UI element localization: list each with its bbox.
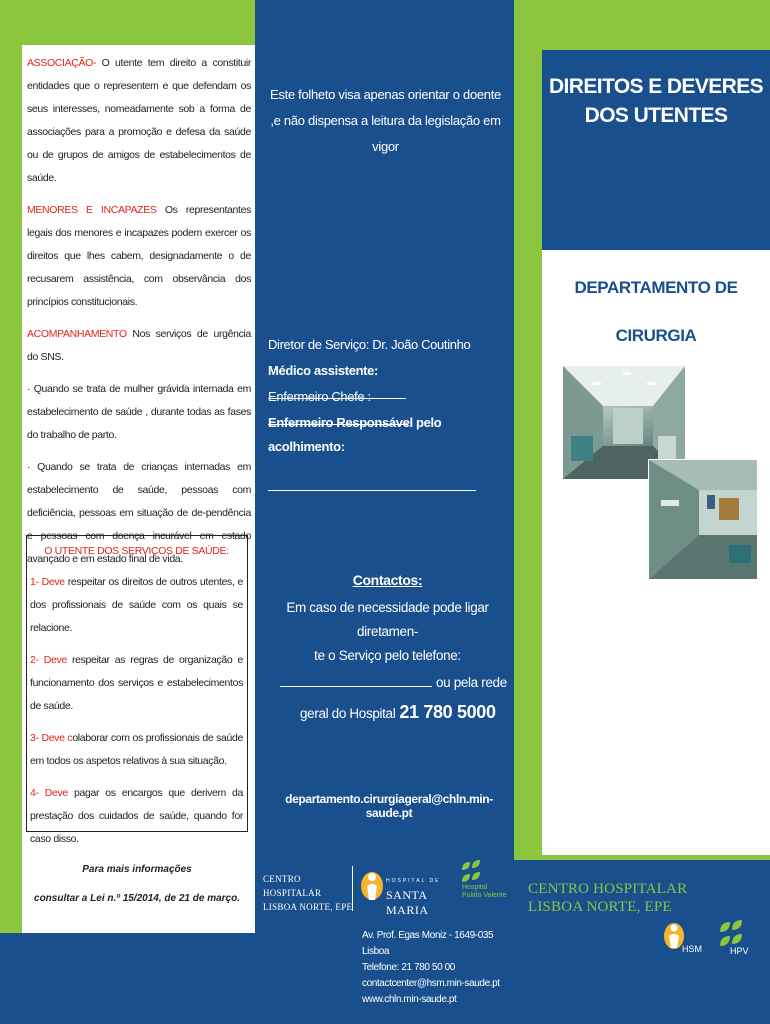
hospital-address xyxy=(362,928,522,1008)
address-line-3[interactable]: contactcenter@hsm.min-saude.pt xyxy=(362,978,500,989)
duty-item-3 xyxy=(30,727,243,773)
hpv-small-line-1: Hospital xyxy=(462,884,488,891)
hospital-network-text: geral do Hospital xyxy=(300,706,396,721)
duties-title: O UTENTE DOS SERVIÇOS DE SAÚDE: xyxy=(44,545,229,557)
hsm-small-bottom: SANTA MARIA xyxy=(386,888,429,917)
duty-text: olaborar com os profissionais de saúde em todos os aspetos relativos à sua situação. xyxy=(30,732,243,767)
logo-divider xyxy=(352,866,353,911)
disclaimer-text: Este folheto visa apenas orientar o doente ,e não dispensa a leitura da legislação em vigor xyxy=(270,87,501,154)
hpv-leaf-icon xyxy=(460,860,484,886)
chln-small-line-1: CENTRO HOSPITALAR xyxy=(263,874,322,898)
title-line-1: DIREITOS E DEVERES xyxy=(548,75,764,98)
duty-text: pagar os encargos que derivem da prestação dos cuidados de saúde, quando for caso disso. xyxy=(30,787,243,845)
minors-heading: MENORES E INCAPAZES xyxy=(27,204,157,216)
duty-prefix: 2- Deve xyxy=(30,654,67,666)
more-info xyxy=(26,855,248,913)
head-nurse-label: Enfermeiro Chefe : xyxy=(268,389,371,404)
hospital-phone-number: 21 780 5000 xyxy=(399,702,496,722)
service-phone-blank xyxy=(280,673,432,687)
duty-item-1 xyxy=(30,571,243,640)
department-name xyxy=(542,276,770,348)
contacts-title: Contactos: xyxy=(352,572,423,588)
hpv-small-text xyxy=(462,884,507,900)
director-line: Diretor de Serviço: Dr. João Coutinho xyxy=(268,337,471,352)
chln-big-line-2: LISBOA NORTE, EPE xyxy=(528,899,672,915)
title-line-2: DOS UTENTES xyxy=(584,104,728,127)
rights-text-block xyxy=(27,52,251,580)
duty-prefix: 3- Deve c xyxy=(30,732,73,744)
reception-nurse-line: Enfermeiro Responsável pelo acolhimento: xyxy=(268,415,442,454)
contacts-block xyxy=(265,572,510,668)
children-bullet: · Quando se trata de crianças internadas em estabelecimento de saúde, pessoas com deficiência, pessoas em situação de de-pendência e pessoas com doença incurável em estado avançado e em estado final de vida. xyxy=(27,461,251,565)
department-email[interactable]: departamento.cirurgiageral@chln.min-saude.pt xyxy=(285,792,493,820)
hsm-icon xyxy=(662,918,702,962)
doctor-label: Médico assistente: xyxy=(268,363,379,378)
minors-paragraph xyxy=(27,199,251,314)
chln-big-line-1: CENTRO HOSPITALAR xyxy=(528,881,688,897)
minors-text: Os representantes legais dos menores e incapazes podem exercer os direitos que lhes cabem, designadamente o de recusarem assistência, com observância dos princípios constitucionais. xyxy=(27,204,252,308)
more-info-title: Para mais informações xyxy=(82,864,192,875)
contacts-line-1: Em caso de necessidade pode ligar diretamen- xyxy=(286,600,489,639)
hsm-small-logo xyxy=(360,862,455,917)
address-line-4[interactable]: www.chln.min-saude.pt xyxy=(362,994,457,1005)
association-heading: ASSOCIAÇÃO- xyxy=(27,57,97,69)
pregnant-bullet: · Quando se trata de mulher grávida internada em estabelecimento de saúde , durante todas as fases do trabalho de parto. xyxy=(27,383,251,441)
duty-prefix: 1- Deve xyxy=(30,576,65,588)
contacts-line-2: te o Serviço pelo telefone: xyxy=(314,648,461,663)
hospital-room-photo xyxy=(648,459,758,580)
hospital-phone-row xyxy=(300,702,510,723)
association-text: O utente tem direito a constituir entidades que o representem e que defendam os seus interesses, nomeadamente sob a forma de associações para a promoção e defesa da saúde ou de grupos de amigos de estabelecimentos de saúde. xyxy=(27,57,251,184)
accompaniment-text: Nos serviços de urgência do SNS. xyxy=(27,328,251,363)
service-phone-row xyxy=(280,673,510,690)
address-line-1: Av. Prof. Egas Moniz - 1649-035 Lisboa xyxy=(362,930,494,957)
accompaniment-paragraph xyxy=(27,323,251,369)
or-network-text: ou pela rede xyxy=(436,675,507,690)
doctor-line xyxy=(268,359,508,383)
department-line-1: DEPARTAMENTO DE xyxy=(574,278,738,297)
hsm-logo-icon xyxy=(662,918,702,962)
hsm-icon-label: HSM xyxy=(682,944,702,954)
staff-list xyxy=(268,333,508,454)
duty-item-4 xyxy=(30,782,243,851)
hpv-small-line-2: Pulido Valente xyxy=(462,892,507,899)
leaflet-title xyxy=(542,72,770,130)
hospital-room-photo-drawing xyxy=(649,460,757,579)
hpv-small-logo xyxy=(460,860,515,900)
accompaniment-heading: ACOMPANHAMENTO xyxy=(27,328,127,340)
reception-nurse-blank xyxy=(268,490,476,491)
department-line-2: CIRURGIA xyxy=(615,326,697,345)
hsm-small-top: HOSPITAL DE xyxy=(386,878,441,884)
hpv-icon xyxy=(716,918,756,962)
chln-small-line-2: LISBOA NORTE, EPE xyxy=(263,902,353,912)
chln-small-logo xyxy=(263,872,353,914)
duty-text: respeitar as regras de organização e funcionamento dos serviços e estabelecimentos de saúde. xyxy=(30,654,243,712)
hpv-icon-label: HPV xyxy=(730,946,749,956)
duties-box xyxy=(26,535,248,845)
duty-item-2 xyxy=(30,649,243,718)
law-reference: consultar a Lei n.º 15/2014, de 21 de março. xyxy=(34,893,240,904)
address-line-2: Telefone: 21 780 50 00 xyxy=(362,962,455,973)
left-bottom-band xyxy=(0,933,255,1024)
chln-big-logo xyxy=(528,880,728,916)
association-paragraph xyxy=(27,52,251,190)
duty-text: respeitar os direitos de outros utentes, e dos profissionais de saúde com os quais se relacione. xyxy=(30,576,243,634)
duty-prefix: 4- Deve xyxy=(30,787,68,799)
